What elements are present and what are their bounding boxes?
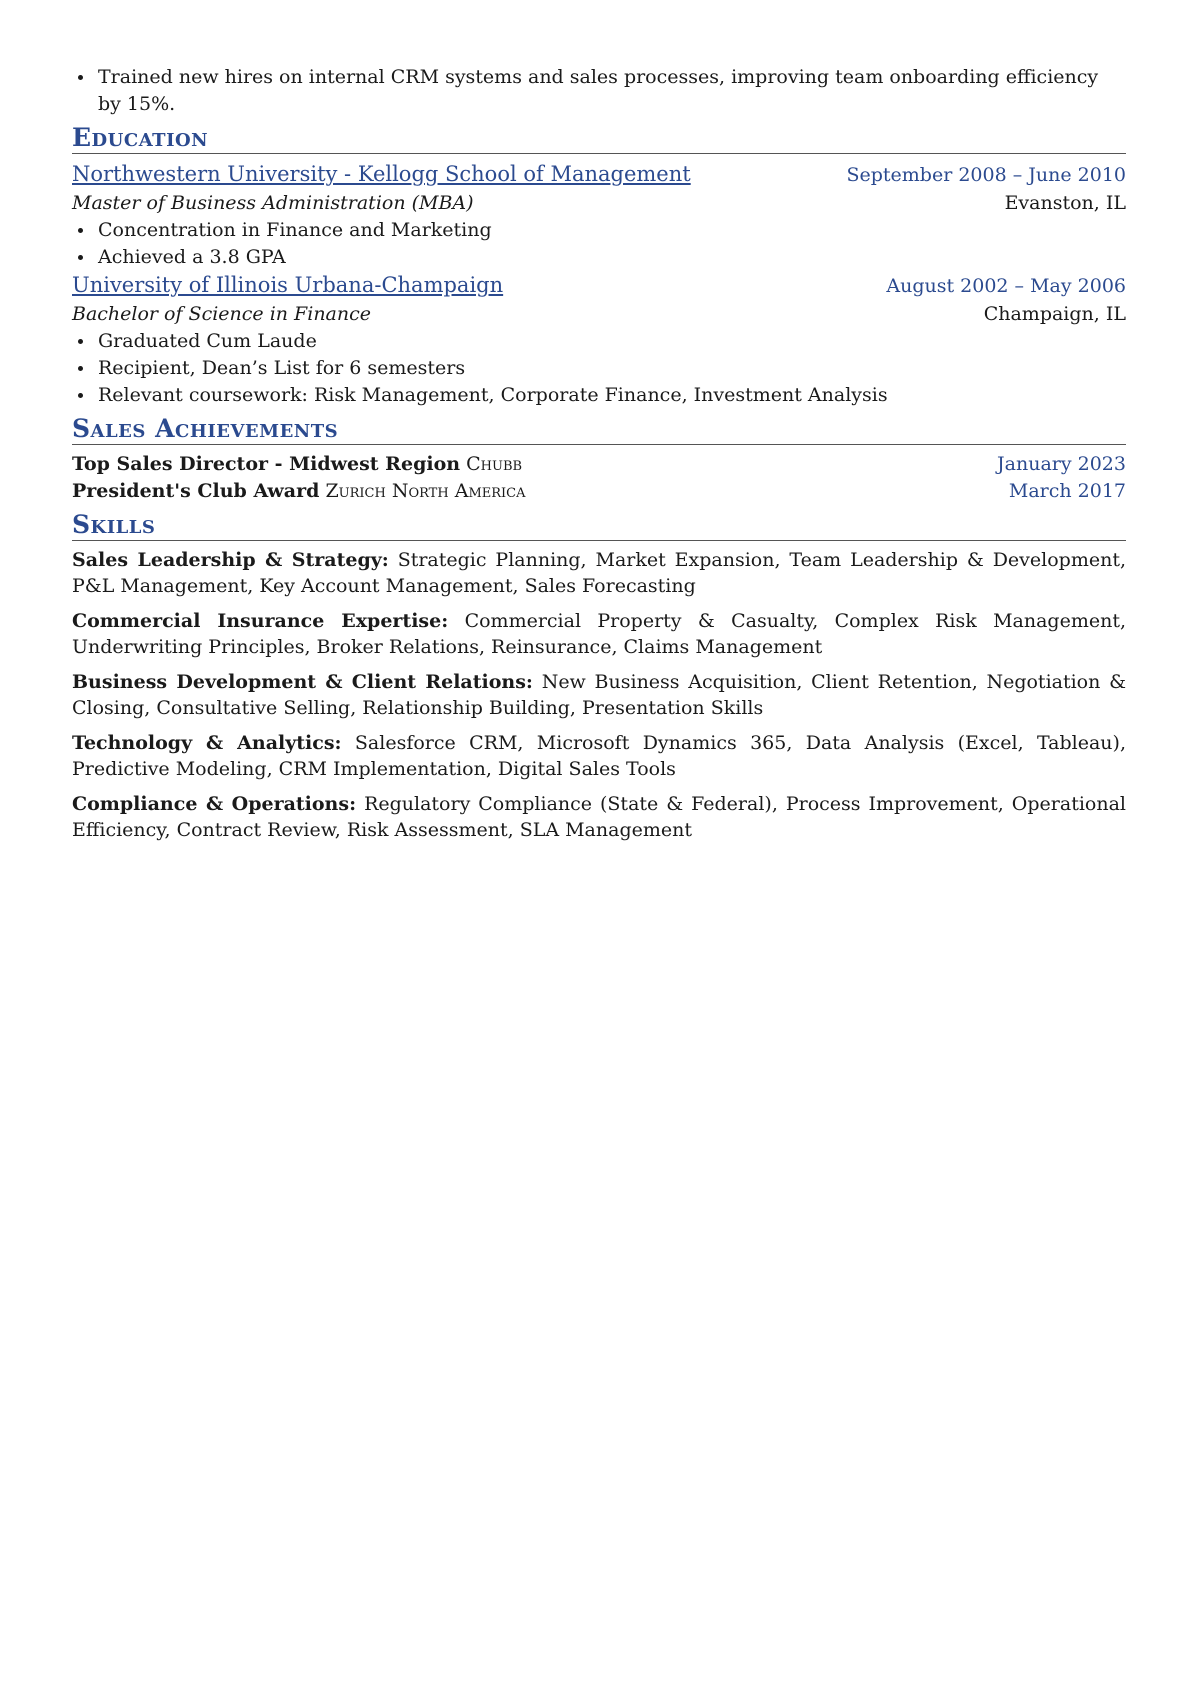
skill-paragraph <box>72 608 1126 660</box>
education-location: Evanston, IL <box>1004 192 1126 214</box>
education-bullets <box>72 328 1126 409</box>
achievement-org: Chubb <box>466 453 523 475</box>
education-bullet: Recipient, Dean’s List for 6 semesters <box>72 355 1126 382</box>
skill-label: Sales Leadership & Strategy: <box>72 549 389 571</box>
institution-link[interactable]: University of Illinois Urbana-Champaign <box>72 273 504 297</box>
education-bullet: Relevant coursework: Risk Management, Corporate Finance, Investment Analysis <box>72 382 1126 409</box>
skill-text: Salesforce CRM, Microsoft Dynamics 365, Data Analysis (Excel, Tableau), Predictive Modeling, CRM Implementation, Digital Sales Tools <box>72 732 1126 780</box>
section-title-education: Education <box>72 124 1126 154</box>
achievement-row <box>72 451 1126 478</box>
institution-link[interactable]: Northwestern University - Kellogg School of Management <box>72 162 691 186</box>
achievement-row <box>72 478 1126 505</box>
education-entry <box>72 271 1126 409</box>
resume-page <box>72 64 1126 852</box>
degree: Bachelor of Science in Finance <box>72 303 371 325</box>
education-bullets <box>72 217 1126 271</box>
education-dates: September 2008 – June 2010 <box>846 164 1126 186</box>
education-bullet: Achieved a 3.8 GPA <box>72 244 1126 271</box>
skill-paragraph <box>72 547 1126 599</box>
experience-bullets <box>72 64 1126 118</box>
achievement-date: January 2023 <box>997 453 1126 475</box>
achievement-org: Zurich North America <box>325 480 526 502</box>
education-bullet: Concentration in Finance and Marketing <box>72 217 1126 244</box>
skill-label: Business Development & Client Relations: <box>72 671 533 693</box>
achievement-title: Top Sales Director - Midwest Region <box>72 453 461 475</box>
skill-text: Regulatory Compliance (State & Federal), Process Improvement, Operational Efficiency, Contract Review, Risk Assessment, SLA Management <box>72 793 1126 841</box>
education-entry <box>72 160 1126 271</box>
experience-bullet: Trained new hires on internal CRM systems and sales processes, improving team onboarding efficiency by 15%. <box>72 64 1126 118</box>
education-bullet: Graduated Cum Laude <box>72 328 1126 355</box>
skill-paragraph <box>72 791 1126 843</box>
achievement-title: President's Club Award <box>72 480 320 502</box>
skill-paragraph <box>72 669 1126 721</box>
skill-label: Commercial Insurance Expertise: <box>72 610 449 632</box>
section-title-skills: Skills <box>72 511 1126 541</box>
skill-text: New Business Acquisition, Client Retention, Negotiation & Closing, Consultative Selling, Relationship Building, Presentation Skills <box>72 671 1127 719</box>
degree: Master of Business Administration (MBA) <box>72 192 474 214</box>
education-dates: August 2002 – May 2006 <box>886 275 1126 297</box>
skill-paragraph <box>72 730 1126 782</box>
skill-label: Compliance & Operations: <box>72 793 357 815</box>
achievement-date: March 2017 <box>1008 480 1126 502</box>
education-location: Champaign, IL <box>983 303 1126 325</box>
skill-text: Strategic Planning, Market Expansion, Team Leadership & Development, P&L Management, Key Account Management, Sales Forecasting <box>72 549 1126 597</box>
section-title-achievements: Sales Achievements <box>72 415 1126 445</box>
skill-text: Commercial Property & Casualty, Complex Risk Management, Underwriting Principles, Broker Relations, Reinsurance, Claims Management <box>72 610 1127 658</box>
skill-label: Technology & Analytics: <box>72 732 342 754</box>
